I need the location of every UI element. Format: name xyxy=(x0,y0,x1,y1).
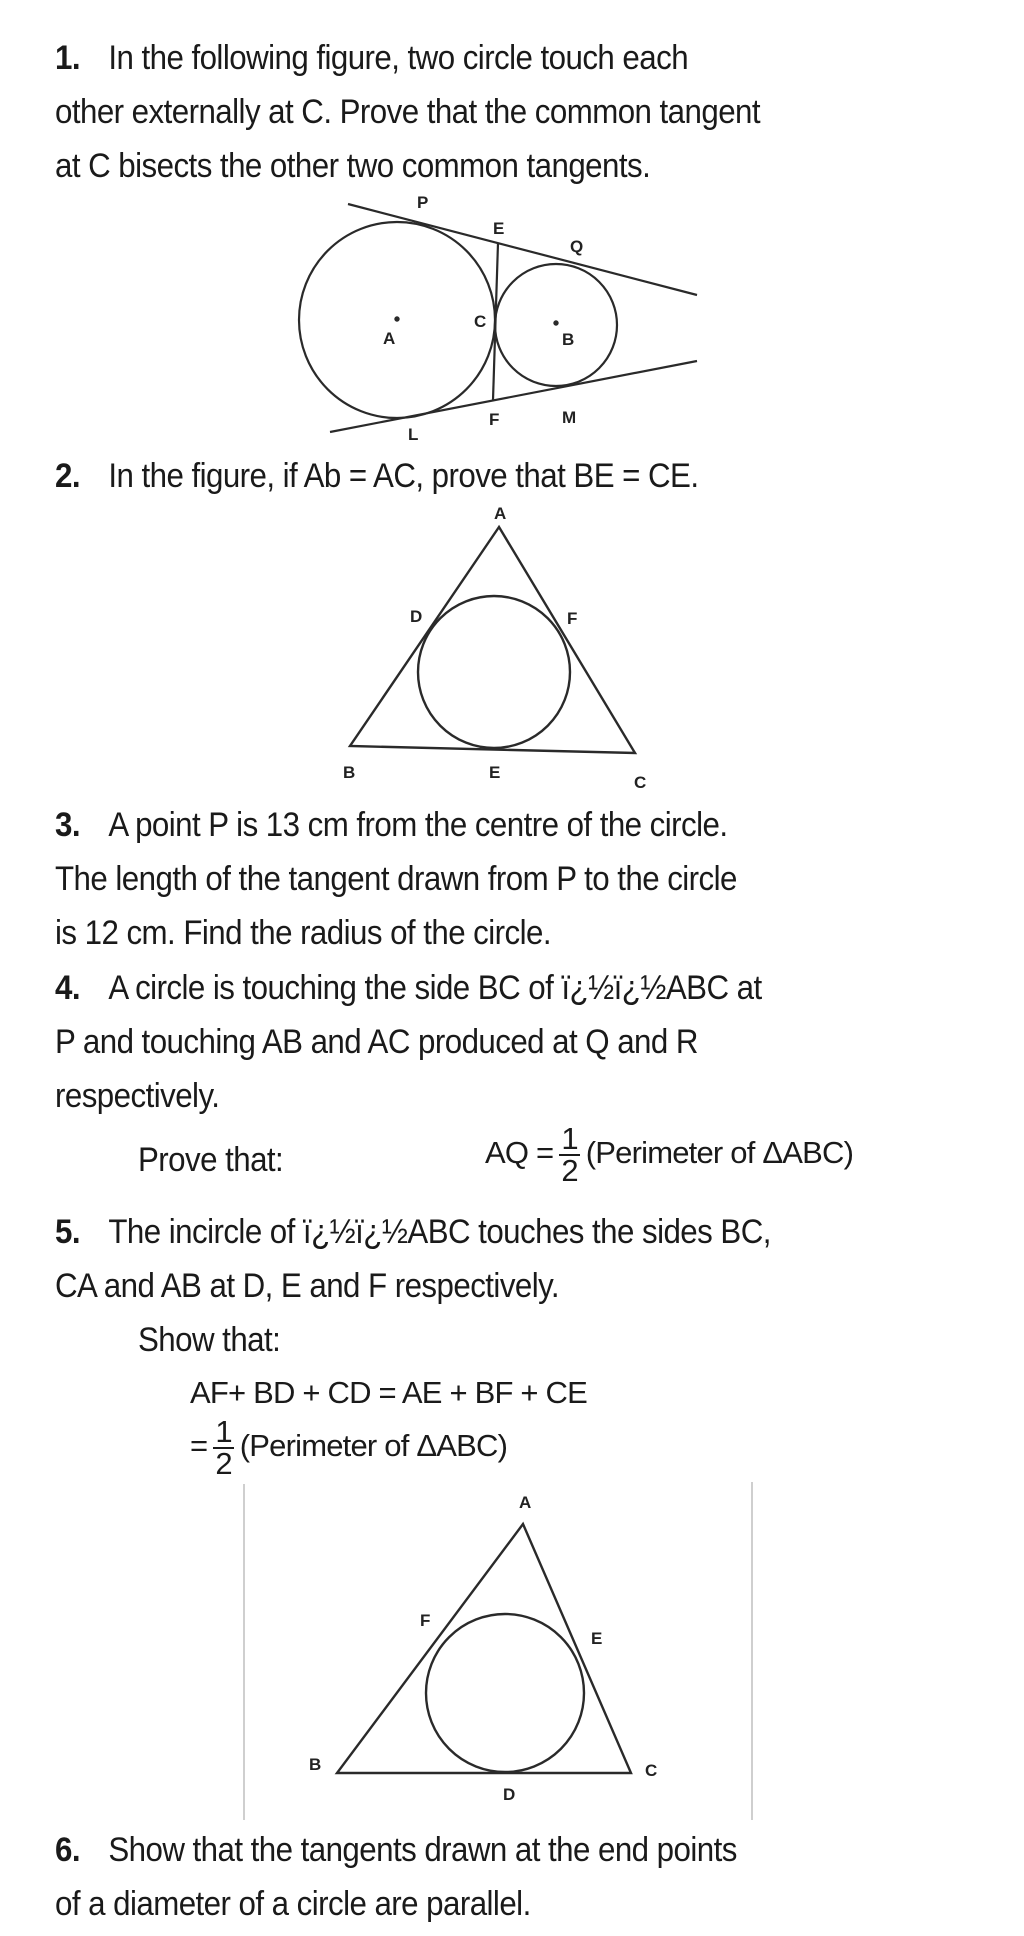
q4-formula xyxy=(485,1121,854,1188)
q1-line-2: other externally at C. Prove that the common tangent xyxy=(55,93,761,131)
q3-line-1: 3. A point P is 13 cm from the centre of the circle. xyxy=(55,806,728,844)
label-f: F xyxy=(567,609,578,628)
q6-line-1: 6. Show that the tangents drawn at the end points xyxy=(55,1831,737,1869)
triangle-abc xyxy=(350,527,635,753)
label-c: C xyxy=(634,773,647,792)
q4-line-1: 4. A circle is touching the side BC of ï¿½ï¿½ABC at xyxy=(55,969,762,1007)
incircle xyxy=(418,596,570,748)
q5-show-label: Show that: xyxy=(138,1321,281,1359)
q5-formula-line-2 xyxy=(190,1414,508,1481)
label-d: D xyxy=(503,1785,516,1804)
center-a-dot xyxy=(395,317,398,320)
center-b-dot xyxy=(554,321,557,324)
label-m: M xyxy=(562,408,577,427)
q2-number: 2. xyxy=(55,457,80,495)
q4-number: 4. xyxy=(55,969,80,1007)
triangle-abc xyxy=(337,1524,631,1773)
q6-line-2: of a diameter of a circle are parallel. xyxy=(55,1885,531,1923)
label-a: A xyxy=(519,1493,532,1512)
q5-line-1: 5. The incircle of ï¿½ï¿½ABC touches the sides BC, xyxy=(55,1213,771,1251)
q4-prove-label: Prove that: xyxy=(138,1141,284,1179)
figure-1-labels xyxy=(383,193,583,444)
label-e: E xyxy=(591,1629,603,1648)
tangent-lm xyxy=(330,361,697,432)
q3-number: 3. xyxy=(55,806,80,844)
figure-two-circles xyxy=(299,204,697,432)
label-b: B xyxy=(309,1755,322,1774)
incircle xyxy=(426,1614,584,1772)
tangent-ef xyxy=(493,243,498,400)
q4-line-2: P and touching AB and AC produced at Q and R xyxy=(55,1023,698,1061)
label-c: C xyxy=(645,1761,658,1780)
q1-number: 1. xyxy=(55,39,80,77)
q5-formula-line-1: AF+ BD + CD = AE + BF + CE xyxy=(190,1375,588,1410)
label-b: B xyxy=(562,330,575,349)
tangent-pq xyxy=(348,204,697,295)
fraction-half: $\frac{1}{2}$ xyxy=(215,1414,232,1481)
label-e: E xyxy=(493,219,505,238)
label-f: F xyxy=(489,410,500,429)
q3-line-3: is 12 cm. Find the radius of the circle. xyxy=(55,914,552,952)
q6-number: 6. xyxy=(55,1831,80,1869)
figure-3-labels xyxy=(309,1493,657,1804)
figure-triangle-incircle-1 xyxy=(350,527,635,753)
label-f: F xyxy=(420,1611,431,1630)
label-a: A xyxy=(383,329,396,348)
label-c: C xyxy=(474,312,487,331)
formula-eq: = xyxy=(190,1428,208,1464)
q5-number: 5. xyxy=(55,1213,80,1251)
q5-line-2: CA and AB at D, E and F respectively. xyxy=(55,1267,560,1305)
formula-rhs: (Perimeter of ΔABC) xyxy=(585,1135,854,1171)
q2-line-1: 2. In the figure, if Ab = AC, prove that BE = CE. xyxy=(55,457,699,495)
label-l: L xyxy=(408,425,419,444)
formula-lhs: AQ = xyxy=(485,1135,554,1171)
q4-line-3: respectively. xyxy=(55,1077,220,1115)
label-a: A xyxy=(494,504,507,523)
label-d: D xyxy=(410,607,423,626)
q1-line-3: at C bisects the other two common tangents. xyxy=(55,147,651,185)
figure-border-right xyxy=(751,1482,753,1820)
label-q: Q xyxy=(570,237,584,256)
figure-triangle-incircle-2 xyxy=(337,1524,631,1773)
label-e: E xyxy=(489,763,501,782)
formula-rhs: (Perimeter of ΔABC) xyxy=(239,1428,508,1464)
q3-line-2: The length of the tangent drawn from P to the circle xyxy=(55,860,737,898)
q1-line-1: 1. In the following figure, two circle touch each xyxy=(55,39,689,77)
figure-border-left xyxy=(243,1484,245,1820)
fraction-half: $\frac{1}{2}$ xyxy=(561,1121,578,1188)
label-b: B xyxy=(343,763,356,782)
label-p: P xyxy=(417,193,429,212)
